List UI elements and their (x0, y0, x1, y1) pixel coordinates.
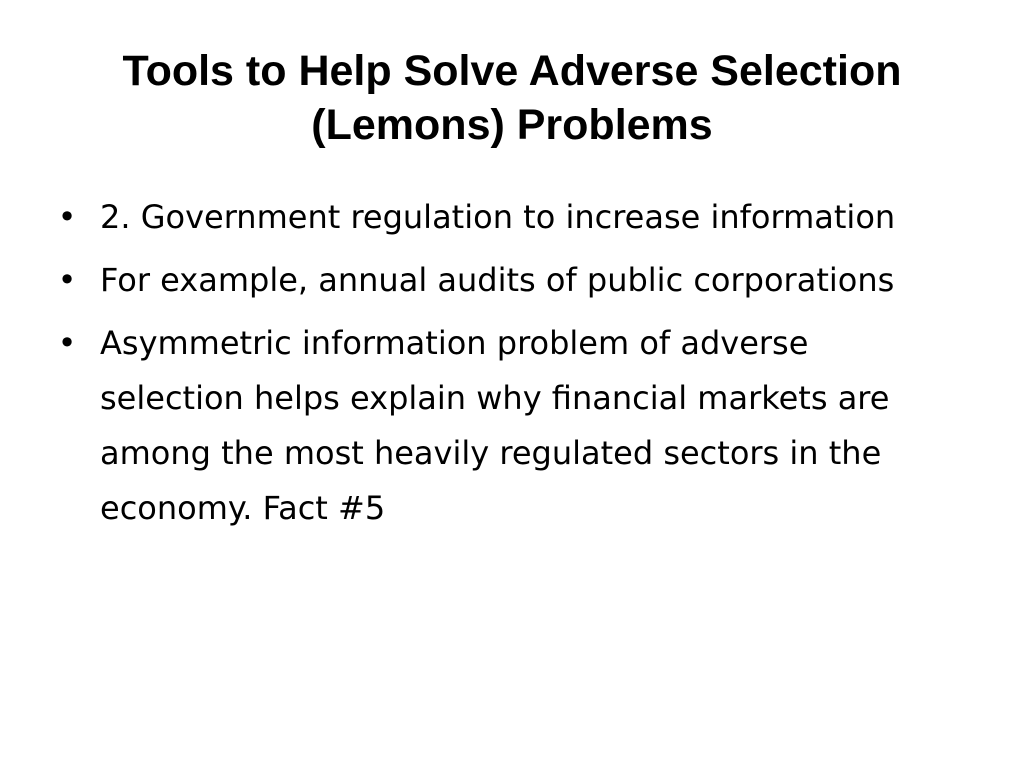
bullet-text-3: Asymmetric information problem of adverse selection helps explain why financial markets are among the most heavily regulated sectors in the economy. Fact #5 (100, 324, 890, 527)
slide-title (40, 44, 984, 152)
bullet-list (56, 190, 956, 544)
bullet-icon: • (57, 324, 77, 362)
slide-title-line-1: Tools to Help Solve Adverse Selection (122, 47, 902, 95)
bullet-icon: • (57, 261, 77, 299)
bullet-text-2: For example, annual audits of public corporations (100, 261, 895, 299)
bullet-item-2 (56, 253, 956, 308)
slide-title-line-2: (Lemons) Problems (311, 101, 713, 149)
bullet-text-1: 2. Government regulation to increase information (100, 198, 896, 236)
bullet-item-1 (56, 190, 956, 245)
bullet-icon: • (57, 198, 77, 236)
bullet-item-3 (56, 316, 956, 536)
